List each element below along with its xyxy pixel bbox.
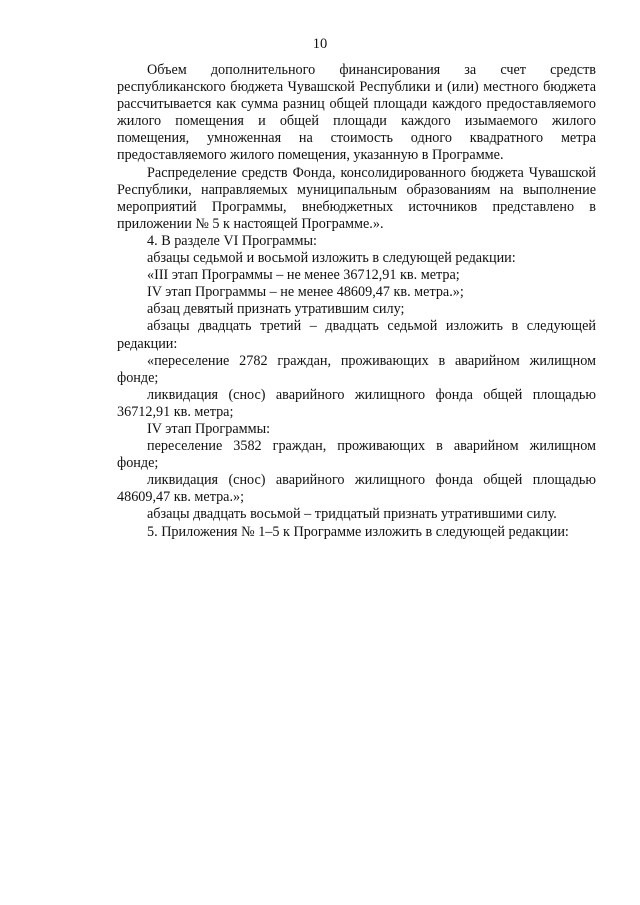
paragraph: 4. В разделе VI Программы:: [147, 232, 317, 249]
paragraph: абзацы двадцать восьмой – тридцатый признать утратившими силу.: [147, 506, 557, 523]
paragraph: Объем дополнительного финансирования за счет средств республиканского бюджета Чувашской Республики и (или) местного бюджета рассчитывается как сумма разниц общей площади каждого предоставляемого жилого помещения и общей площади каждого изымаемого жилого помещения, умноженная на стоимость одного квадратного метра предоставляемого жилого помещения, указанную в Программе.: [117, 62, 596, 164]
paragraph: ликвидация (снос) аварийного жилищного фонда общей площадью 48609,47 кв. метра.»;: [117, 472, 596, 506]
paragraph: «III этап Программы – не менее 36712,91 кв. метра;: [147, 267, 460, 284]
paragraph: 5. Приложения № 1–5 к Программе изложить в следующей редакции:: [147, 523, 569, 540]
paragraph: переселение 3582 граждан, проживающих в аварийном жилищном фонде;: [117, 438, 596, 472]
paragraph: абзацы двадцать третий – двадцать седьмой изложить в следующей редакции:: [117, 318, 596, 352]
paragraph: Распределение средств Фонда, консолидированного бюджета Чувашской Республики, направляемых муниципальным образованиям на выполнение мероприятий Программы, внебюджетных источников представлено в приложении № 5 к настоящей Программе.».: [117, 164, 596, 232]
page-number: 10: [312, 36, 328, 52]
paragraph: абзац девятый признать утратившим силу;: [147, 301, 405, 318]
paragraph: IV этап Программы:: [147, 420, 271, 437]
document-body: [117, 62, 596, 541]
paragraph: «переселение 2782 граждан, проживающих в аварийном жилищном фонде;: [117, 352, 596, 386]
paragraph: IV этап Программы – не менее 48609,47 кв. метра.»;: [147, 284, 464, 301]
paragraph: абзацы седьмой и восьмой изложить в следующей редакции:: [147, 250, 516, 267]
paragraph: ликвидация (снос) аварийного жилищного фонда общей площадью 36712,91 кв. метра;: [117, 386, 596, 420]
